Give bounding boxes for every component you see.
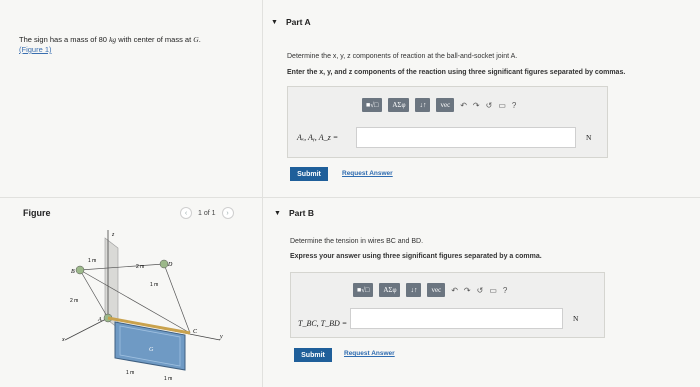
redo-icon[interactable]: ↷ bbox=[463, 285, 471, 295]
joint-d-icon bbox=[160, 260, 168, 268]
redo-icon[interactable]: ↷ bbox=[472, 100, 480, 110]
vector-button[interactable]: vec bbox=[436, 98, 454, 112]
part-b-toolbar bbox=[353, 283, 507, 297]
problem-unit: kg bbox=[109, 35, 117, 44]
greek-symbols-button[interactable]: ΑΣφ bbox=[388, 98, 409, 112]
keyboard-icon[interactable]: ▭ bbox=[498, 100, 506, 110]
label-c: C bbox=[193, 329, 198, 335]
label-z: z bbox=[112, 232, 115, 238]
label-2m-b: 2 m bbox=[70, 298, 79, 304]
label-2m-a: 2 m bbox=[136, 264, 145, 270]
subscript-button[interactable]: ↓↑ bbox=[415, 98, 430, 112]
part-b-submit-button[interactable]: Submit bbox=[294, 348, 332, 362]
left-panel bbox=[0, 0, 262, 387]
panel-divider bbox=[262, 0, 263, 387]
reset-icon[interactable]: ↺ bbox=[485, 100, 493, 110]
part-b-equation-label: T_BC, T_BD = bbox=[298, 319, 348, 328]
wire-bd bbox=[80, 264, 164, 270]
chevron-right-icon[interactable]: › bbox=[222, 207, 234, 219]
wire-dc bbox=[164, 264, 190, 333]
part-b-title: Part B bbox=[288, 208, 314, 218]
part-b-unit: N bbox=[573, 314, 579, 323]
undo-icon[interactable]: ↶ bbox=[460, 100, 467, 110]
label-y: y bbox=[220, 334, 223, 340]
subscript-button[interactable]: ↓↑ bbox=[406, 283, 421, 297]
label-1m-a: 1 m bbox=[88, 258, 97, 264]
label-a: A bbox=[98, 317, 102, 323]
keyboard-icon[interactable]: ▭ bbox=[489, 285, 497, 295]
part-b-answer-input[interactable] bbox=[350, 308, 563, 329]
caret-down-icon: ▼ bbox=[271, 18, 278, 26]
problem-text-middle: with center of mass at bbox=[116, 35, 194, 44]
chevron-left-icon[interactable]: ‹ bbox=[180, 207, 192, 219]
label-1m-d: 1 m bbox=[164, 376, 173, 382]
label-1m-b: 1 m bbox=[150, 282, 159, 288]
reset-icon[interactable]: ↺ bbox=[476, 285, 484, 295]
wire-ba bbox=[80, 270, 108, 318]
templates-button[interactable]: ■√□ bbox=[362, 98, 382, 112]
greek-symbols-button[interactable]: ΑΣφ bbox=[379, 283, 400, 297]
vector-button[interactable]: vec bbox=[427, 283, 445, 297]
problem-text-end: . bbox=[198, 35, 201, 44]
parts-divider bbox=[262, 197, 700, 198]
part-a-answer-input[interactable] bbox=[356, 127, 576, 148]
part-a-instruction: Enter the x, y, and z components of the reaction using three significant figures separated by commas. bbox=[287, 69, 626, 76]
part-a-submit-button[interactable]: Submit bbox=[290, 167, 328, 181]
help-icon[interactable]: ? bbox=[511, 100, 517, 110]
undo-icon[interactable]: ↶ bbox=[451, 285, 458, 295]
part-b-header[interactable] bbox=[274, 208, 314, 218]
figure-pager bbox=[180, 207, 234, 219]
label-b: B bbox=[71, 269, 75, 275]
part-b-instruction: Express your answer using three significant figures separated by a comma. bbox=[290, 253, 542, 260]
problem-statement bbox=[19, 35, 201, 55]
part-a-title: Part A bbox=[285, 17, 311, 27]
problem-point: G bbox=[193, 35, 199, 44]
figure-title: Figure bbox=[23, 208, 51, 218]
help-icon[interactable]: ? bbox=[502, 285, 508, 295]
caret-down-icon: ▼ bbox=[274, 209, 281, 217]
figure-diagram bbox=[60, 228, 230, 386]
label-x: x bbox=[62, 337, 65, 343]
part-a-header[interactable] bbox=[271, 17, 311, 27]
part-a-description: Determine the x, y, z components of reaction at the ball-and-socket joint A. bbox=[287, 53, 518, 60]
figure-link[interactable]: (Figure 1) bbox=[19, 45, 52, 54]
templates-button[interactable]: ■√□ bbox=[353, 283, 373, 297]
label-1m-c: 1 m bbox=[126, 370, 135, 376]
pager-text: 1 of 1 bbox=[198, 209, 216, 217]
part-b-description: Determine the tension in wires BC and BD. bbox=[290, 238, 424, 245]
part-a-unit: N bbox=[586, 133, 592, 142]
label-d: D bbox=[168, 262, 173, 268]
label-g: G bbox=[149, 347, 154, 353]
part-a-request-answer-link[interactable]: Request Answer bbox=[342, 170, 393, 177]
part-a-toolbar bbox=[362, 98, 516, 112]
part-b-request-answer-link[interactable]: Request Answer bbox=[344, 350, 395, 357]
joint-b-icon bbox=[76, 266, 84, 274]
part-a-equation-label: Aₓ, Aᵧ, A_z = bbox=[297, 133, 339, 142]
problem-text-prefix: The sign has a mass of 80 bbox=[19, 35, 110, 44]
left-divider bbox=[0, 197, 262, 198]
